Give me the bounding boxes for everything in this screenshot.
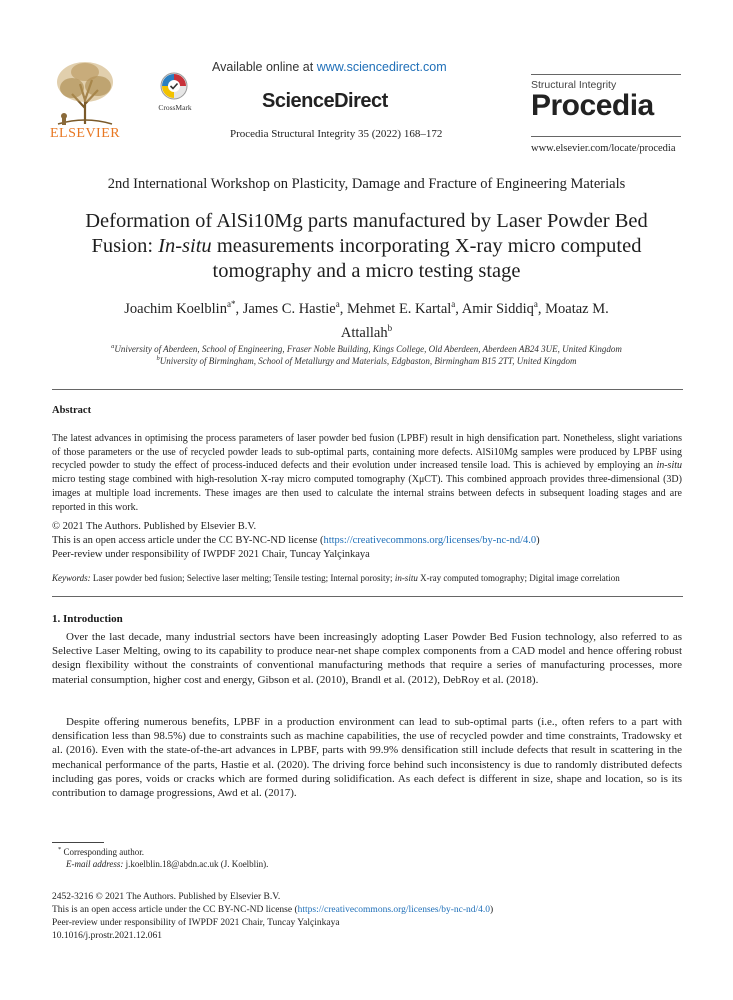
footnote-corresponding: * Corresponding author.: [58, 846, 144, 857]
abstract-top-rule: [52, 389, 683, 390]
author-list: Joachim Koelblin$^{a*}$, James C. Hastie$^a$, Mehmet E. Kartal$^a$, Amir Siddiq$^a$, Moataz M. Attallah$^b$: [124, 299, 609, 341]
abstract-copyright: © 2021 The Authors. Published by Elsevier B.V.: [52, 521, 257, 532]
abstract-body: The latest advances in optimising the process parameters of laser powder bed fusion (LPBF) result in high densification part. Nonetheless, slight variations of those parameters or the use of recycled powder leads to sub-optimal parts, containing more defects. AlSi10Mg samples were produced by LPBF using recycled powder to study the effect of process-induced defects and their evolution under increased tensile load. This is achieved by employing an in-situ micro testing stage combined with high-resolution X-ray micro computed tomography (XμCT). This combined approach provides three-dimensional (3D) images at multiple load increments. These images are then used to calculate the internal strains between defects in subsequent loading stages and are reported in this work.: [52, 433, 682, 513]
available-online: Available online at www.sciencedirect.com: [212, 60, 447, 74]
author-name: Amir Siddiq: [461, 300, 534, 317]
issn-line: 2452-3216 © 2021 The Authors. Published by Elsevier B.V.: [52, 892, 281, 902]
bottom-license-link[interactable]: https://creativecommons.org/licenses/by-nc-nd/4.0: [297, 905, 491, 915]
author-name: James C. Hastie: [242, 300, 336, 317]
author-name: Moataz M. Attallah: [340, 300, 609, 341]
sciencedirect-logo: ScienceDirect: [262, 90, 388, 112]
abstract-peer-review: Peer-review under responsibility of IWPDF 2021 Chair, Tuncay Yalçinkaya: [52, 549, 370, 560]
affiliation-a-text: University of Aberdeen, School of Engineering, Fraser Noble Building, Kings College, Old Aberdeen, Aberdeen AB24 3UE, United Kingdom: [114, 344, 622, 354]
crossmark-label: CrossMark: [158, 103, 192, 112]
bottom-peer-review: Peer-review under responsibility of IWPDF 2021 Chair, Tuncay Yalçinkaya: [52, 918, 340, 928]
doi: 10.1016/j.prostr.2021.12.061: [52, 931, 163, 941]
author-affiliation-mark: a: [335, 299, 340, 309]
introduction-paragraph-2: Despite offering numerous benefits, LPBF in a production environment can lead to sub-optimal parts (i.e., often refers to a part with densification less than 98.5%) due to constraints such as machine capabilities, the use of recycled powder and time constraints, Tradowsky et al. (2016). Even with the state-of-the-art advances in LPBF, parts with 99.9% densification still include defects that result in scattering in the mechanical performance of the parts, Hastie et al. (2020). The driving force behind such inconsistency is due to randomly distributed defects including gas pores, voids or cracks which are formed during solidification. As each defect is different in size, shape and location, so is its contribution to damage progressions, Awd et al. (2017).: [52, 716, 682, 800]
author-affiliation-mark: a: [451, 299, 456, 309]
footnote-rule: [52, 842, 104, 843]
abstract-license: This is an open access article under the CC BY-NC-ND license (https://creativecommons.org/licenses/by-nc-nd/4.0): [52, 535, 540, 546]
keywords-bottom-rule: [52, 596, 683, 597]
footnote-email: E-mail address: j.koelblin.18@abdn.ac.uk (J. Koelblin).: [66, 859, 269, 869]
author-affiliation-mark: b: [387, 322, 393, 333]
procedia-bottom-rule: [531, 136, 681, 137]
affiliation-b: $^b$University of Birmingham, School of Metallurgy and Materials, Edgbaston, Birmingham B15 2TT, United Kingdom: [156, 355, 577, 366]
bottom-license: This is an open access article under the CC BY-NC-ND license (https://creativecommons.org/licenses/by-nc-nd/4.0): [52, 905, 494, 915]
paper-title: Deformation of AlSi10Mg parts manufactured by Laser Powder Bed Fusion: In-situ measurements incorporating X-ray micro computed tomography and a micro testing stage: [85, 210, 648, 282]
crossmark-icon[interactable]: [160, 72, 188, 100]
procedia-top-rule: [531, 74, 681, 75]
introduction-paragraph-1: Over the last decade, many industrial sectors have been increasingly adopting Laser Powder Bed Fusion technology, also referred to as Selective Laser Melting, owing to its capability to produce near-net shape complex components from a CAD model and hence offering robust design flexibility without the constraints of conventional manufacturing methods that require a series of manufacturing processes, more material consumption, higher cost and energy, Gibson et al. (2010), Brandl et al. (2012), DebRoy et al. (2018).: [52, 631, 682, 686]
affiliation-b-text: University of Birmingham, School of Metallurgy and Materials, Edgbaston, Birmingham B15 2TT, United Kingdom: [159, 356, 577, 366]
author-affiliation-mark: a*: [226, 299, 236, 309]
introduction-heading: 1. Introduction: [52, 613, 123, 625]
sciencedirect-link[interactable]: www.sciencedirect.com: [316, 60, 447, 74]
abstract-heading: Abstract: [52, 405, 92, 416]
keywords: Keywords: Laser powder bed fusion; Selective laser melting; Tensile testing; Internal porosity; in-situ X-ray computed tomography; Digital image correlation: [52, 573, 620, 583]
workshop-name: 2nd International Workshop on Plasticity, Damage and Fracture of Engineering Materials: [107, 176, 626, 192]
procedia-subtitle: Structural Integrity: [531, 79, 617, 91]
abstract-license-link[interactable]: https://creativecommons.org/licenses/by-nc-nd/4.0: [323, 535, 537, 546]
author-name: Mehmet E. Kartal: [347, 300, 452, 317]
procedia-logo: Procedia: [531, 89, 654, 122]
affiliation-a: $^a$University of Aberdeen, School of Engineering, Fraser Noble Building, Kings College, Old Aberdeen, Aberdeen AB24 3UE, United Kingdom: [111, 343, 622, 354]
procedia-url: www.elsevier.com/locate/procedia: [531, 143, 676, 154]
journal-reference: Procedia Structural Integrity 35 (2022) 168–172: [230, 128, 443, 140]
elsevier-wordmark: ELSEVIER: [50, 126, 121, 141]
author-affiliation-mark: a: [533, 299, 538, 309]
author-name: Joachim Koelblin: [124, 300, 227, 317]
